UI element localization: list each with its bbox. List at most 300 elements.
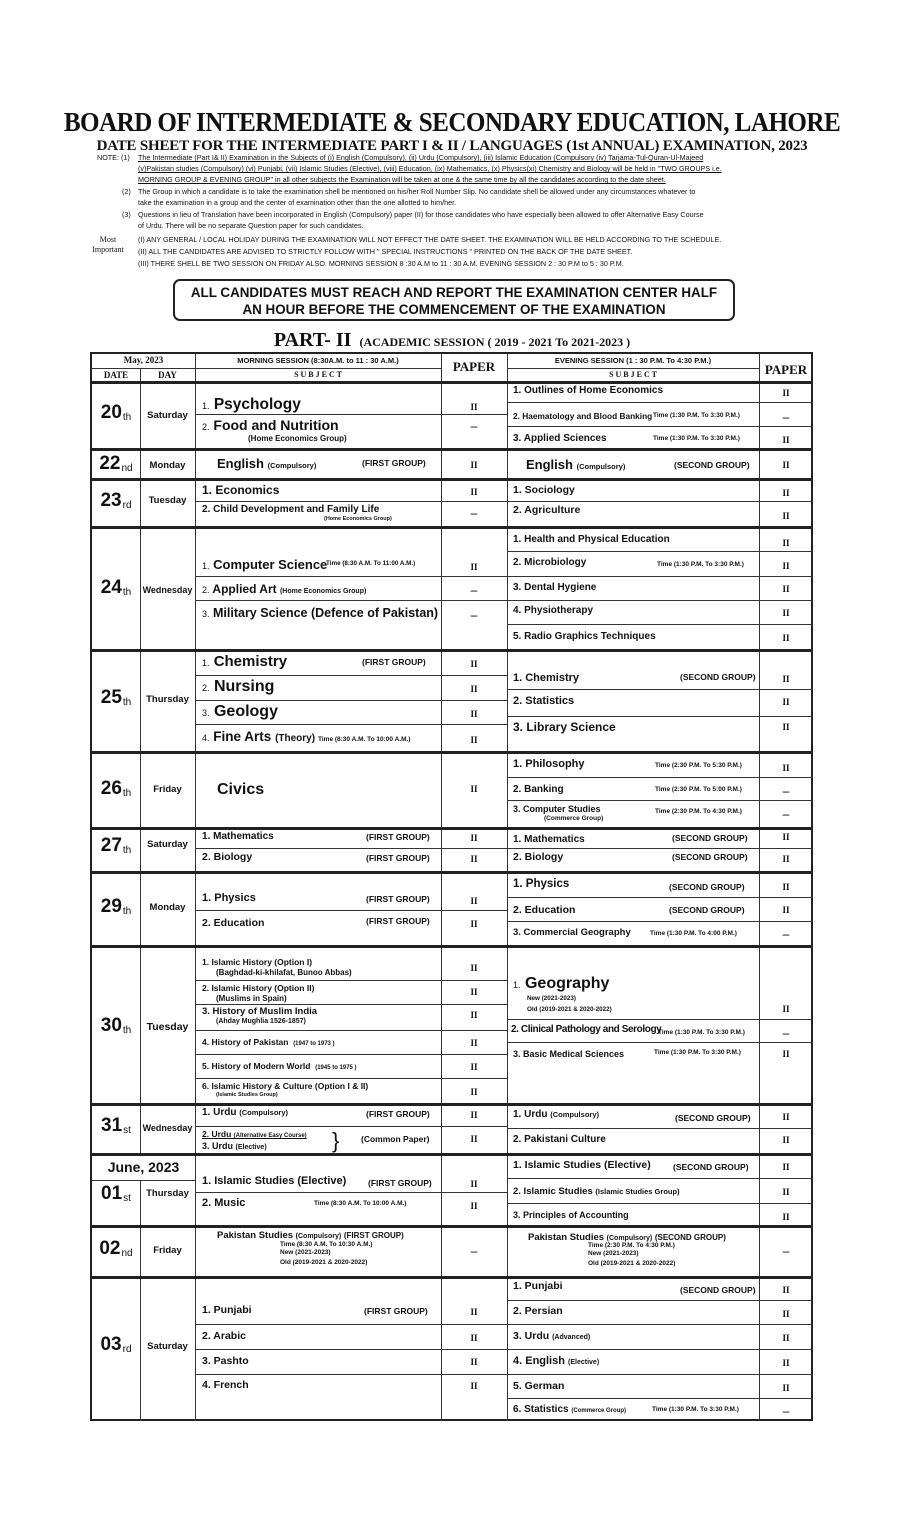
subject-urdu-advanced [513,1330,590,1342]
subject-haematology: 2. Haematology and Blood Banking [513,411,653,421]
divider [507,921,813,922]
date-cell [92,778,140,800]
paper-value: II [470,1307,478,1317]
date-cell [92,453,140,475]
divider [195,675,507,676]
paper-value: II [470,963,478,973]
paper-value: II [470,987,478,997]
subject-microbiology: 2. Microbiology [513,557,587,568]
subject-note: (Compulsory) [576,462,626,471]
divider [507,426,813,427]
subject-name: Chemistry [213,653,288,670]
paper-value: – [782,926,790,941]
subject-basic-medical-sciences: 3. Basic Medical Sciences [513,1049,625,1059]
divider [507,1300,813,1301]
day-cell: Saturday [147,410,188,421]
important-note-1: (I) ANY GENERAL / LOCAL HOLIDAY DURING THE EXAMINATION WILL NOT EFFECT THE DATE SHEET. THE EXAMINATION WILL BE HELD ACCORDING TO THE SCHEDULE. [138,235,722,244]
divider [92,1180,195,1181]
divider [195,1374,507,1375]
group-label: (SECOND GROUP) [672,833,748,843]
paper-value: II [470,1110,478,1120]
group-label: (SECOND GROUP) [675,1113,751,1123]
divider [195,1324,507,1325]
divider [92,1153,813,1156]
subject-music: 2. Music [202,1197,246,1209]
subject-name: 1. Urdu [513,1109,548,1120]
group-label: (FIRST GROUP) [366,894,430,904]
note-1-line-2-text: (v)Pakistan studies (Compulsory) (vi) Punjabi, (vii) Islamic Studies (Elective), (viii) Education, (ix) Mathematics, (x) Physics(xi) Chemistry and Biology will be held in "TWO GROUPS i.e. [138,164,722,173]
subject-header-morning: S U B J E C T [294,370,342,379]
date-cell [92,577,140,599]
subject-military-science [202,606,438,620]
date-cell [92,1183,140,1205]
divider [195,1054,507,1055]
paper-value: II [782,674,790,684]
date-header: DATE [103,370,129,380]
divider [195,1349,507,1350]
paper-value: II [782,1187,790,1197]
divider [92,368,195,369]
subject-physiotherapy: 4. Physiotherapy [513,605,594,616]
divider [507,1178,813,1179]
paper-value: II [470,402,478,412]
paper-value: II [782,1285,790,1295]
date-suffix: th [122,788,132,799]
date-cell [92,1115,140,1137]
divider [195,1004,507,1005]
subject-islamic-history-option-2: 2. Islamic History (Option II) [202,983,315,993]
date-cell [92,687,140,709]
time-note: Time (8:30 A.M. To 10:00 A.M.) [318,736,411,743]
subject-radio-graphics: 5. Radio Graphics Techniques [513,631,656,642]
date-suffix: nd [121,1248,133,1259]
item-number: 2. [202,422,210,432]
syllabus-old: Old (2019-2021 & 2020-2022) [588,1260,676,1267]
day-cell: Monday [149,902,186,913]
divider [507,689,813,690]
paper-value: II [782,1212,790,1222]
subject-education-first-group: 2. Education [202,917,265,929]
paper-value: II [782,905,790,915]
note-3-line-2: of Urdu. There will be no separate Question paper for such candidates. [138,221,364,230]
paper-value: II [782,882,790,892]
divider [507,800,813,801]
most-important-label [90,235,126,255]
date-number: 27 [100,835,122,856]
date-number: 29 [100,896,122,917]
subject-note: (Home Economics Group) [324,516,392,522]
divider [92,381,813,384]
date-number: 02 [99,1238,121,1259]
divider [507,1042,813,1043]
date-number: 01 [101,1183,123,1204]
paper-value: II [782,854,790,864]
subject-computer-studies: 3. Computer Studies [513,804,601,814]
paper-value: II [470,1087,478,1097]
subject-name: Food and Nutrition [213,417,339,433]
paper-value: – [782,1243,790,1258]
paper-value: II [470,487,478,497]
divider [195,501,507,502]
paper-value: II [782,1162,790,1172]
subject-name: English [217,456,264,471]
part-title [0,329,904,352]
subject-note: (Theory) [275,733,316,744]
day-cell: Tuesday [148,495,187,506]
divider [507,576,813,577]
subject-punjabi-first: 1. Punjabi [202,1304,252,1316]
subject-note: (Compulsory) [267,461,317,470]
date-number: 31 [101,1115,123,1136]
divider [507,1019,813,1020]
divider [507,600,813,601]
paper-value: – [782,783,790,798]
subject-history-modern-world [202,1061,357,1071]
board-title: BOARD OF INTERMEDIATE & SECONDARY EDUCATION, LAHORE [63,107,841,137]
paper-value: II [782,1049,790,1059]
subject-name: 2. Islamic Studies [513,1186,593,1197]
subject-nursing [202,678,274,696]
important-note-2: (II) ALL THE CANDIDATES ARE ADVISED TO STRICTLY FOLLOW WITH " SPECIAL INSTRUCTIONS " PRINTED ON THE BACK OF THE DATE SHEET. [138,247,633,256]
date-suffix: th [122,412,132,423]
date-sheet-subtitle: DATE SHEET FOR THE INTERMEDIATE PART I & II / LANGUAGES (1st ANNUAL) EXAMINATION, 2023 [96,138,808,154]
item-number: 2. [202,683,210,693]
paper-value: II [470,919,478,929]
paper-value: II [470,1179,478,1189]
evening-session-header: EVENING SESSION (1 : 30 P.M. To 4:30 P.M.) [554,356,712,365]
subject-biology-first-group: 2. Biology [202,851,253,863]
subject-food-and-nutrition [202,417,339,433]
subject-islamic-history-culture: 6. Islamic History & Culture (Option I & II) [202,1081,369,1091]
divider [92,526,813,529]
date-number: 03 [100,1334,122,1355]
note-3-number: (3) [122,210,131,219]
day-cell: Monday [149,460,186,471]
divider [92,871,813,874]
divider [195,910,507,911]
day-cell: Friday [153,1245,182,1256]
paper-value: II [782,633,790,643]
subject-islamic-studies-group [513,1186,680,1197]
paper-header-morning: PAPER [452,359,496,374]
divider [195,1078,507,1079]
date-number: 20 [100,402,122,423]
item-number: 2. [202,585,210,595]
subject-islamic-studies-elective-first: 1. Islamic Studies (Elective) [202,1175,347,1187]
item-number: 3. [202,609,210,619]
paper-value: II [470,833,478,843]
time-note: Time (1:30 P.M. To 3:30 P.M.) [652,1406,739,1413]
subject-urdu-compulsory-second [513,1109,599,1120]
subject-philosophy: 1. Philosophy [513,758,585,770]
time-note: Time (2:30 P.M. To 4:30 P.M.) [655,808,742,815]
day-cell: Thursday [146,694,189,705]
day-cell: Thursday [146,1188,189,1199]
time-note: Time (1:30 P.M. To 3:30 P.M.) [658,1029,745,1036]
subject-clinical-pathology: 2. Clinical Pathology and Serology [511,1024,662,1035]
subject-name: 2. Urdu [202,1129,232,1139]
divider [195,368,441,369]
day-cell: Tuesday [146,1021,189,1033]
most-important-word-1: Most [99,235,117,244]
subject-pashto: 3. Pashto [202,1355,249,1367]
group-label: (FIRST GROUP) [362,657,426,667]
divider [195,600,507,601]
subject-urdu-compulsory-first [202,1107,288,1118]
divider [507,354,508,1421]
divider [507,368,759,369]
paper-value: II [782,435,790,445]
paper-value: II [782,1333,790,1343]
subject-persian: 2. Persian [513,1305,563,1317]
group-label: (SECOND GROUP) [680,1285,756,1295]
date-cell [92,835,140,857]
paper-value: – [782,1403,790,1418]
time-note: Time (2:30 P.M. To 4:30 P.M.) [588,1242,675,1249]
group-label: (SECOND GROUP) [669,882,745,892]
divider [92,827,813,830]
paper-value: II [782,722,790,732]
paper-value: II [782,584,790,594]
important-note-3: (III) THERE SHELL BE TWO SESSION ON FRIDAY ALSO. MORNING SESSION 8 :30 A.M to 11 : 30 A.M. EVENING SESSION 2 : 30 P.M to 5 : 30 P.M. [138,259,624,268]
subject-note: (Compulsory) [295,1233,342,1240]
note-2-number: (2) [122,187,131,196]
subject-note: (Elective) [235,1144,267,1151]
divider [507,1349,813,1350]
date-number: 25 [100,687,122,708]
paper-value: II [470,784,478,794]
subject-punjabi-second: 1. Punjabi [513,1280,563,1292]
paper-value: II [470,659,478,669]
divider [92,1276,813,1279]
divider [195,576,507,577]
divider [507,777,813,778]
subject-note: (Commerce Group) [544,815,604,822]
subject-civics: Civics [217,781,265,798]
date-suffix: th [122,697,132,708]
paper-value: II [470,1333,478,1343]
subject-note: (Islamic Studies Group) [595,1187,680,1196]
paper-header-evening: PAPER [764,362,808,377]
subject-statistics: 2. Statistics [513,695,575,707]
subject-physics-first-group: 1. Physics [202,892,256,904]
paper-value: – [470,1243,478,1258]
paper-value: II [782,488,790,498]
divider [507,551,813,552]
subject-psychology [202,396,301,414]
subject-name: Applied Art [212,582,277,596]
subject-name: Pakistan Studies [528,1232,605,1243]
subject-note: (Islamic Studies Group) [216,1092,278,1098]
subject-applied-sciences: 3. Applied Sciences [513,433,607,444]
banner-line-1: ALL CANDIDATES MUST REACH AND REPORT THE EXAMINATION CENTER HALF [190,285,718,300]
subject-economics: 1. Economics [202,483,280,497]
subject-agriculture: 2. Agriculture [513,504,581,516]
subject-name: 5. History of Modern World [202,1061,311,1071]
paper-value: II [782,388,790,398]
paper-value: – [470,582,478,597]
divider [92,478,813,481]
subject-name: Fine Arts [213,729,272,744]
divider [195,700,507,701]
group-label: (FIRST GROUP) [366,916,430,926]
subject-note: (Compulsory) [606,1235,653,1242]
subject-english-elective [513,1355,599,1367]
day-cell: Wednesday [142,585,193,595]
subject-name: English [526,457,573,472]
subject-urdu-alternative [202,1129,307,1139]
item-number: 1. [202,561,210,571]
subject-banking: 2. Banking [513,784,564,795]
subject-german: 5. German [513,1380,565,1392]
paper-value: II [782,1358,790,1368]
divider [195,354,196,1421]
paper-value: II [782,511,790,521]
paper-value: II [470,735,478,745]
date-suffix: rd [122,1344,132,1355]
paper-value: II [782,1135,790,1145]
item-number: 1. [202,658,210,668]
time-note: Time (1:30 P.M. To 4:00 P.M.) [650,930,737,937]
date-number: 24 [100,577,122,598]
date-suffix: th [122,845,132,856]
date-suffix: nd [121,463,133,474]
day-cell: Wednesday [142,1123,193,1133]
item-number: 3. [202,708,210,718]
subject-sociology: 1. Sociology [513,484,575,496]
june-month-header: June, 2023 [107,1159,180,1175]
subject-applied-art [202,582,366,596]
paper-value: II [470,562,478,572]
day-cell: Saturday [147,1341,188,1352]
paper-value: II [470,1201,478,1211]
divider [507,1324,813,1325]
subject-header-evening: S U B J E C T [609,370,657,379]
date-cell [92,402,140,424]
paper-value: II [782,561,790,571]
divider [195,848,507,849]
paper-value: II [470,1010,478,1020]
divider [92,649,813,652]
subject-english-first-group [217,456,316,471]
subject-outlines-home-economics: 1. Outlines of Home Economics [513,385,664,396]
divider [195,980,507,981]
subject-note: (Muslims in Spain) [216,994,287,1003]
date-suffix: th [122,587,132,598]
divider [507,848,813,849]
common-paper-brace: } [332,1128,340,1153]
subject-history-muslim-india: 3. History of Muslim India [202,1006,318,1017]
subject-name: 4. English [513,1355,565,1367]
divider [507,624,813,625]
day-cell: Friday [153,784,182,795]
subject-education-second-group: 2. Education [513,904,576,916]
paper-value: – [470,505,478,520]
group-label: (FIRST GROUP) [362,458,426,468]
date-cell [92,1015,140,1037]
subject-name: 3. Urdu [513,1330,550,1342]
group-label: (SECOND GROUP) [673,1162,749,1172]
paper-value: II [782,1112,790,1122]
subject-pakistan-studies-first [217,1230,404,1241]
time-note: Time (2:30 P.M. To 5:30 P.M.) [655,762,742,769]
most-important-word-2: Important [92,245,124,254]
subject-child-development: 2. Child Development and Family Life [202,504,380,515]
subject-note: (Baghdad-ki-khilafat, Bunoo Abbas) [216,968,352,977]
paper-value: II [470,684,478,694]
divider [195,1030,507,1031]
subject-note: (Ahday Mughlia 1526-1857) [216,1018,306,1025]
divider [195,414,507,415]
note-label: NOTE: (1) [97,153,130,162]
subject-urdu-elective [202,1141,267,1151]
divider [92,1225,813,1228]
divider [507,897,813,898]
note-1-line-1 [138,153,703,164]
subject-islamic-studies-elective-second: 1. Islamic Studies (Elective) [513,1159,651,1171]
subject-name: Nursing [213,678,275,695]
divider [507,1203,813,1204]
time-note: Time (8:30 A.M. To 10:30 A.M.) [280,1241,373,1248]
subject-note: (1945 to 1975 ) [315,1065,357,1071]
syllabus-old: Old (2019-2021 & 2020-2022) [527,1006,612,1013]
date-cell [92,1238,140,1260]
subject-biology-second-group: 2. Biology [513,851,564,863]
day-cell: Saturday [147,839,188,850]
paper-value: II [470,709,478,719]
subject-computer-science [202,557,327,572]
syllabus-new: New (2021-2023) [280,1249,331,1256]
group-label: (FIRST GROUP) [364,1306,428,1316]
date-suffix: th [122,1025,132,1036]
paper-value: II [782,1383,790,1393]
subject-name: Military Science (Defence of Pakistan) [213,606,439,620]
subject-islamic-history-option-1: 1. Islamic History (Option I) [202,957,313,967]
paper-value: II [470,896,478,906]
group-label: (SECOND GROUP) [654,1233,726,1242]
subject-name: Psychology [213,396,301,413]
date-cell [92,1334,140,1356]
paper-value: II [470,1062,478,1072]
note-1-line-3-text: MORNING GROUP & EVENING GROUP" in all other subjects the Examination will be taken at one & the same time by all the candidates according to the date sheet. [138,175,666,184]
subject-chemistry-first-group [202,653,287,670]
subject-note: (Advanced) [552,1334,591,1341]
paper-value: – [470,418,478,433]
syllabus-new: New (2021-2023) [588,1250,639,1257]
subject-library-science: 3. Library Science [513,720,616,734]
time-note: Time (1:30 P.M. To 3:30 P.M.) [654,1049,741,1056]
banner-line-2: AN HOUR BEFORE THE COMMENCEMENT OF THE EXAMINATION [242,302,666,317]
divider [195,1126,507,1127]
paper-value: II [470,1134,478,1144]
subject-mathematics-first-group: 1. Mathematics [202,831,274,842]
subject-name: 6. Statistics [513,1404,569,1415]
date-suffix: th [122,906,132,917]
paper-value: – [782,409,790,424]
divider [507,402,813,403]
note-3-line-1: Questions in lieu of Translation have been incorporated in English (Compulsory) paper (II) for those candidates who have especially been allowed to offer Alternative Easy Course [138,210,704,219]
item-number: 1. [513,980,521,990]
paper-value: II [782,608,790,618]
group-label: (SECOND GROUP) [669,905,745,915]
divider [195,1192,507,1193]
divider [92,751,813,754]
subject-pakistani-culture: 2. Pakistani Culture [513,1134,606,1145]
divider [507,716,813,717]
subject-name: Geology [213,703,278,720]
subject-principles-of-accounting: 3. Principles of Accounting [513,1210,629,1220]
date-cell [92,896,140,918]
